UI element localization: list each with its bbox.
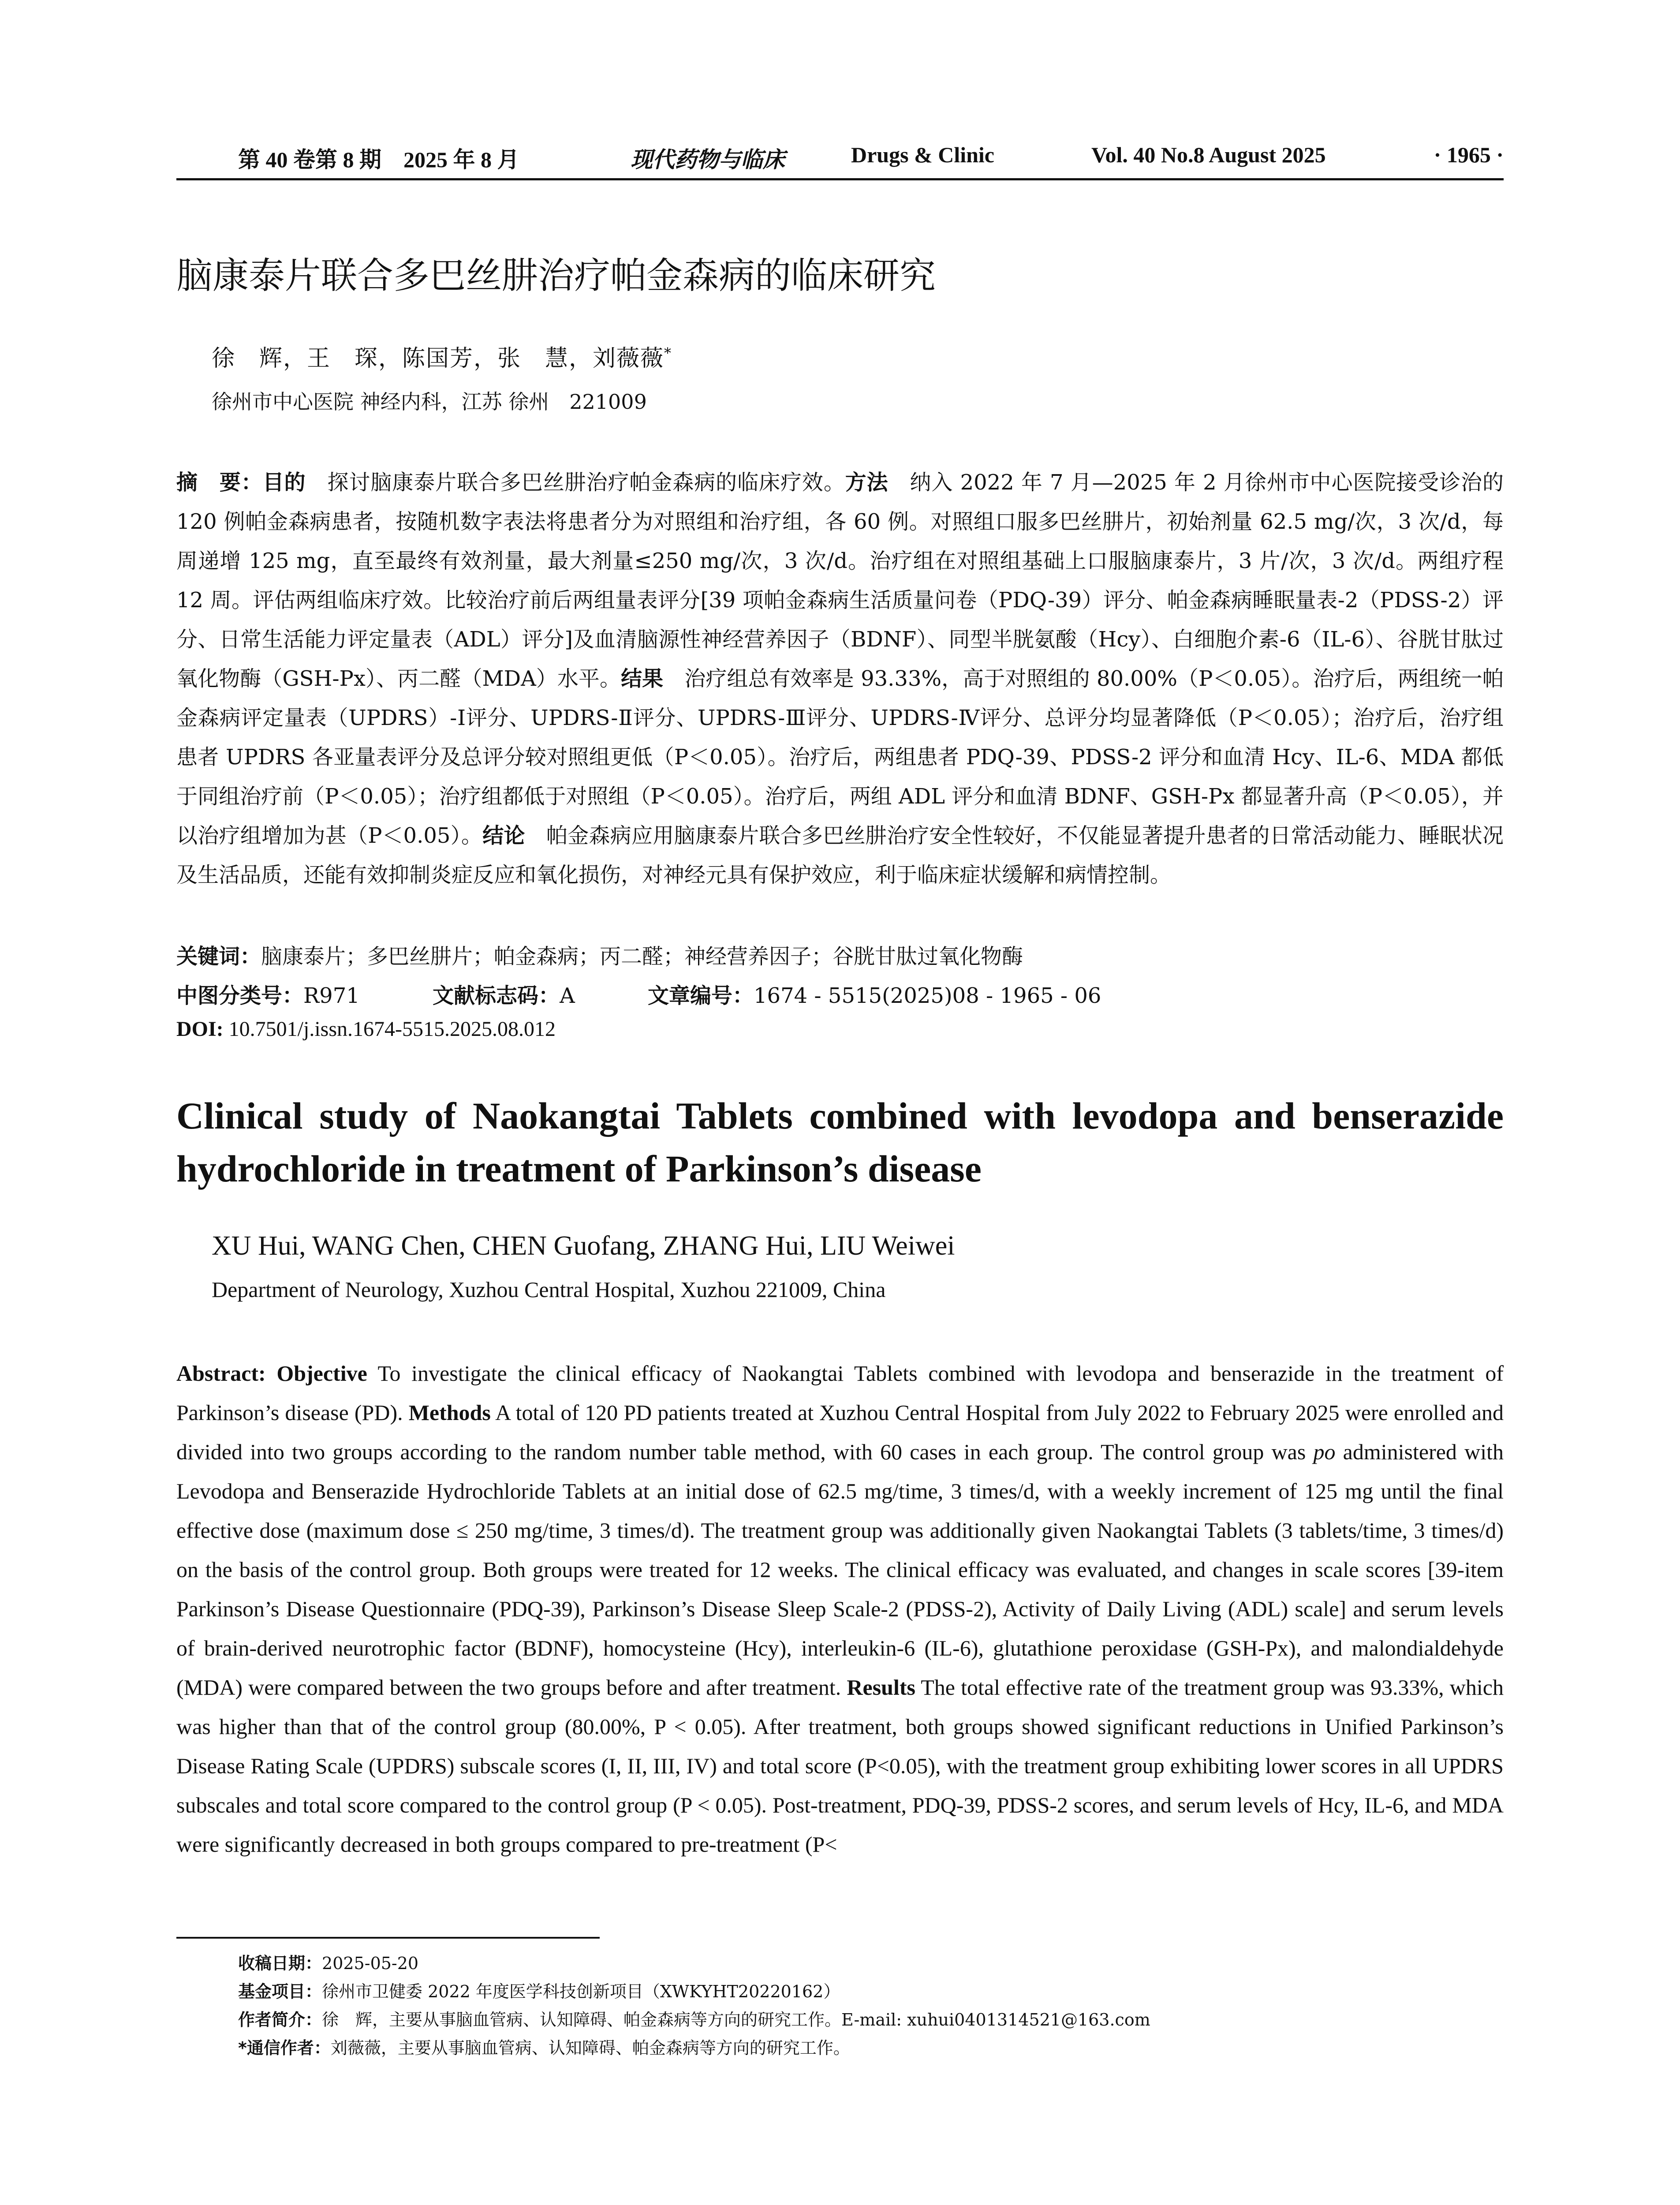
running-header (176, 142, 1504, 177)
doc-code-label: 文献标志码： (433, 983, 560, 1008)
zh-authors (212, 340, 672, 373)
header-journal-cn: 现代药物与临床 (631, 147, 785, 172)
en-methods-label: Methods (408, 1400, 491, 1425)
header-journal-en: Drugs & Clinic (851, 142, 994, 167)
en-abstract (176, 1354, 1504, 1864)
zh-methods: 纳入 2022 年 7 月—2025 年 2 月徐州市中心医院接受诊治的 120 例帕金森病患者，按随机数字表法将患者分为对照组和治疗组，各 60 例。对照组口服多巴丝肼片，初始剂量 62.5 mg/次，3 次/d，每周递增 125 mg，直至最终有效剂量，最大剂量≤250 mg/次，3 次/d。治疗组在对照组基础上口服脑康泰片，3 片/次，3 次/d。两组疗程 12 周。评估两组临床疗效。比较治疗前后两组量表评分[39 项帕金森病生活质量问卷（PDQ-39）评分、帕金森病睡眠量表-2（PDSS-2）评分、日常生活能力评定量表（ADL）评分]及血清脑源性神经营养因子（BDNF）、同型半胱氨酸（Hcy）、白细胞介素-6（IL-6）、谷胱甘肽过氧化物酶（GSH-Px）、丙二醛（MDA）水平。 (176, 470, 1504, 691)
doc-code-value: A (560, 983, 575, 1008)
zh-keywords-label: 关键词： (176, 944, 261, 969)
zh-author-list: 徐 辉，王 琛，陈国芳，张 慧，刘薇薇 (212, 345, 665, 372)
zh-results-label: 结果 (621, 666, 664, 691)
article-no-value: 1674 - 5515(2025)08 - 1965 - 06 (754, 983, 1101, 1008)
zh-abstract (176, 463, 1504, 895)
en-title: Clinical study of Naokangtai Tablets combined with levodopa and benserazide hydrochloride in treatment of Parkinson’s disease (176, 1095, 1504, 1190)
zh-keywords-text: 脑康泰片；多巴丝肼片；帕金森病；丙二醛；神经营养因子；谷胱甘肽过氧化物酶 (261, 944, 1023, 969)
received-label: 收稿日期： (238, 1954, 322, 1973)
zh-abstract-label: 摘 要： (176, 470, 263, 495)
footnotes (238, 1949, 1150, 2062)
doi-row (176, 1017, 556, 1041)
zh-methods-label: 方法 (845, 470, 889, 495)
clc-label: 中图分类号： (176, 983, 304, 1008)
footnote-received (238, 1949, 1150, 1977)
author-bio-label: 作者简介： (238, 2010, 322, 2029)
zh-title: 脑康泰片联合多巴丝肼治疗帕金森病的临床研究 (176, 255, 936, 297)
en-affiliation: Department of Neurology, Xuzhou Central Hospital, Xuzhou 221009, China (212, 1277, 886, 1302)
en-authors: XU Hui, WANG Chen, CHEN Guofang, ZHANG Hui, LIU Weiwei (212, 1231, 955, 1261)
article-no-label: 文章编号： (648, 983, 754, 1008)
en-methods-b: administered with Levodopa and Benserazide Hydrochloride Tablets at an initial dose of 62.5 mg/time, 3 times/d, with a weekly increment of 125 mg until the final effective dose (maximum dose ≤ 250 mg/time, 3 times/d). The treatment group was additionally given Naokangtai Tablets (3 tablets/time, 3 times/d) on the basis of the control group. Both groups were treated for 12 weeks. The clinical efficacy was evaluated, and changes in scale scores [39-item Parkinson’s Disease Questionnaire (PDQ-39), Parkinson’s Disease Sleep Scale-2 (PDSS-2), Activity of Daily Living (ADL) scale] and serum levels of brain-derived neurotrophic factor (BDNF), homocysteine (Hcy), interleukin-6 (IL-6), glutathione peroxidase (GSH-Px), and malondialdehyde (MDA) were compared between the two groups before and after treatment. (176, 1439, 1504, 1700)
fund-label: 基金项目： (238, 1982, 322, 2001)
corresponding-mark: * (664, 344, 672, 362)
zh-results: 治疗组总有效率是 93.33%，高于对照组的 80.00%（P＜0.05）。治疗后，两组统一帕金森病评定量表（UPDRS）-Ⅰ评分、UPDRS-Ⅱ评分、UPDRS-Ⅲ评分、UPDRS-Ⅳ评分、总评分均显著降低（P＜0.05）；治疗后，治疗组患者 UPDRS 各亚量表评分及总评分较对照组更低（P＜0.05）。治疗后，两组患者 PDQ-39、PDSS-2 评分和血清 Hcy、IL-6、MDA 都低于同组治疗前（P＜0.05）；治疗组都低于对照组（P＜0.05）。治疗后，两组 ADL 评分和血清 BDNF、GSH-Px 都显著升高（P＜0.05），并以治疗组增加为甚（P＜0.05）。 (176, 666, 1504, 848)
header-rule (176, 178, 1504, 180)
en-objective: To investigate the clinical efficacy of Naokangtai Tablets combined with levodopa and benserazide in the treatment of Parkinson’s disease (PD). (176, 1361, 1504, 1425)
author-bio-text: 徐 辉，主要从事脑血管病、认知障碍、帕金森病等方向的研究工作。E-mail: xuhui0401314521@163.com (322, 2010, 1150, 2029)
zh-conclusion: 帕金森病应用脑康泰片联合多巴丝肼治疗安全性较好，不仅能显著提升患者的日常活动能力、睡眠状况及生活品质，还能有效抑制炎症反应和氧化损伤，对神经元具有保护效应，利于临床症状缓解和病情控制。 (176, 823, 1504, 887)
fund-text: 徐州市卫健委 2022 年度医学科技创新项目（XWKYHT20220162） (322, 1982, 840, 2001)
zh-affiliation: 徐州市中心医院 神经内科，江苏 徐州 221009 (212, 390, 647, 414)
corresponding-text: 刘薇薇，主要从事脑血管病、认知障碍、帕金森病等方向的研究工作。 (330, 2038, 850, 2058)
en-abstract-label: Abstract: Objective (176, 1361, 367, 1386)
doi-link[interactable]: 10.7501/j.issn.1674-5515.2025.08.012 (223, 1017, 556, 1041)
footnote-author (238, 2006, 1150, 2034)
zh-classification-row (176, 979, 1167, 1009)
en-results: The total effective rate of the treatment group was 93.33%, which was higher than that of the control group (80.00%, P < 0.05). After treatment, both groups showed significant reductions in Unified Parkinson’s Disease Rating Scale (UPDRS) subscale scores (I, II, III, IV) and total score (P<0.05), with the treatment group exhibiting lower scores in all UPDRS subscales and total score compared to the control group (P < 0.05). Post-treatment, PDQ-39, PDSS-2 scores, and serum levels of Hcy, IL-6, and MDA were significantly decreased in both groups compared to pre-treatment (P< (176, 1675, 1504, 1857)
corresponding-label: *通信作者： (238, 2038, 331, 2058)
zh-objective-label: 目的 (262, 470, 306, 495)
en-results-label: Results (847, 1675, 915, 1700)
doi-label: DOI: (176, 1017, 224, 1041)
en-methods-a: A total of 120 PD patients treated at Xuzhou Central Hospital from July 2022 to February 2025 were enrolled and divided into two groups according to the random number table method, with 60 cases in each group. The control group was (176, 1400, 1504, 1464)
received-date: 2025-05-20 (322, 1954, 419, 1973)
footnote-fund (238, 1977, 1150, 2006)
header-volume-cn: 第 40 卷第 8 期 2025 年 8 月 (238, 147, 519, 172)
page-number: · 1965 · (1434, 142, 1504, 167)
clc-value: R971 (303, 983, 360, 1008)
footnote-corresponding (238, 2034, 1150, 2062)
zh-conclusion-label: 结论 (482, 823, 525, 848)
zh-keywords (176, 939, 1023, 970)
zh-objective: 探讨脑康泰片联合多巴丝肼治疗帕金森病的临床疗效。 (306, 470, 845, 495)
en-methods-po: po (1313, 1439, 1336, 1464)
header-volume-en: Vol. 40 No.8 August 2025 (1091, 142, 1326, 167)
footnote-rule (176, 1937, 600, 1939)
